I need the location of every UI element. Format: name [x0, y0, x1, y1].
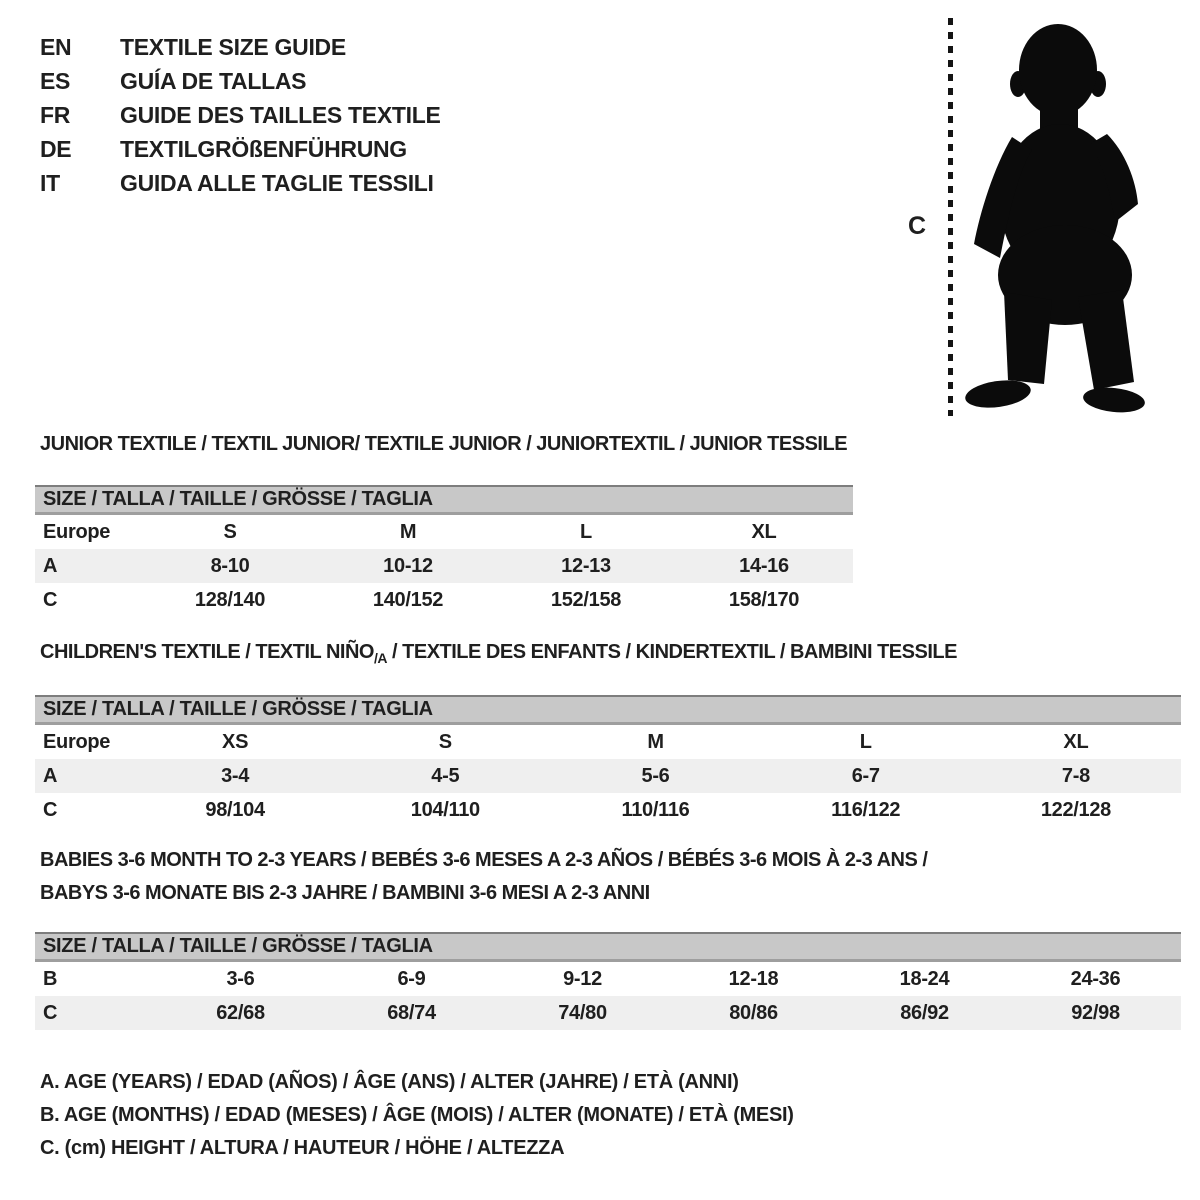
row-label: Europe: [43, 730, 111, 753]
guide-title: TEXTILE SIZE GUIDE: [120, 33, 346, 60]
children-title-subscript: /A: [373, 650, 387, 666]
table-cell: 158/170: [728, 588, 800, 611]
language-code: DE: [40, 135, 72, 162]
children-title-suffix: / TEXTILE DES ENFANTS / KINDERTEXTIL / BAMBINI TESSILE: [386, 641, 957, 663]
table-cell: 7-8: [1061, 764, 1090, 787]
row-label: C: [43, 588, 58, 611]
language-code: FR: [40, 101, 71, 128]
legend-line-b: B. AGE (MONTHS) / EDAD (MESES) / ÂGE (MOIS) / ALTER (MONATE) / ETÀ (MESI): [40, 1104, 794, 1126]
size-header-band: SIZE / TALLA / TAILLE / GRÖSSE / TAGLIA: [35, 485, 853, 515]
table-cell: 3-4: [221, 764, 250, 787]
row-label: A: [43, 554, 58, 577]
table-cell: 4-5: [431, 764, 460, 787]
baby-silhouette-icon: [962, 12, 1167, 417]
babies-size-table: [35, 932, 1181, 1030]
row-label: Europe: [43, 520, 111, 543]
guide-title: TEXTILGRÖßENFÜHRUNG: [120, 135, 407, 162]
height-measure-label: C: [908, 212, 926, 240]
children-title-prefix: CHILDREN'S TEXTILE / TEXTIL NIÑO: [40, 641, 374, 663]
junior-section-title: JUNIOR TEXTILE / TEXTIL JUNIOR/ TEXTILE JUNIOR / JUNIORTEXTIL / JUNIOR TESSILE: [40, 433, 848, 455]
table-row: [35, 996, 1181, 1030]
table-cell: 12-18: [728, 967, 779, 990]
table-cell: M: [647, 730, 664, 753]
table-cell: 24-36: [1070, 967, 1121, 990]
row-label: A: [43, 764, 58, 787]
guide-title: GUÍA DE TALLAS: [120, 67, 307, 94]
table-cell: 6-9: [397, 967, 426, 990]
table-cell: 3-6: [226, 967, 255, 990]
row-label: B: [43, 967, 58, 990]
table-cell: 9-12: [563, 967, 602, 990]
table-cell: 140/152: [372, 588, 444, 611]
junior-size-table: [35, 485, 853, 617]
size-header-band: SIZE / TALLA / TAILLE / GRÖSSE / TAGLIA: [35, 932, 1181, 962]
table-cell: 116/122: [831, 798, 901, 821]
guide-title: GUIDA ALLE TAGLIE TESSILI: [120, 169, 434, 196]
table-cell: M: [399, 520, 417, 543]
table-cell: 86/92: [900, 1001, 949, 1024]
legend-line-a: A. AGE (YEARS) / EDAD (AÑOS) / ÂGE (ANS) / ALTER (JAHRE) / ETÀ (ANNI): [40, 1071, 739, 1093]
language-row: [40, 30, 441, 64]
language-row: [40, 64, 441, 98]
table-cell: L: [859, 730, 872, 753]
language-code: IT: [40, 169, 60, 196]
table-row: [35, 725, 1181, 759]
table-cell: XL: [1063, 730, 1089, 753]
language-row: [40, 166, 441, 200]
table-cell: 12-13: [561, 554, 611, 577]
babies-section-title-line1: BABIES 3-6 MONTH TO 2-3 YEARS / BEBÉS 3-6 MESES A 2-3 AÑOS / BÉBÉS 3-6 MOIS À 2-3 ANS /: [40, 849, 928, 871]
table-cell: 68/74: [387, 1001, 436, 1024]
table-cell: 5-6: [641, 764, 670, 787]
table-cell: 92/98: [1071, 1001, 1120, 1024]
table-cell: 128/140: [194, 588, 266, 611]
table-row: [35, 962, 1181, 996]
table-row: [35, 583, 853, 617]
table-cell: 74/80: [558, 1001, 607, 1024]
language-header: [40, 30, 441, 200]
table-cell: 10-12: [383, 554, 433, 577]
table-cell: 152/158: [550, 588, 622, 611]
table-row: [35, 793, 1181, 827]
language-code: ES: [40, 67, 71, 94]
table-row: [35, 515, 853, 549]
table-cell: XL: [751, 520, 777, 543]
table-cell: 122/128: [1040, 798, 1112, 821]
legend-line-c: C. (cm) HEIGHT / ALTURA / HAUTEUR / HÖHE / ALTEZZA: [40, 1137, 565, 1159]
table-cell: 104/110: [410, 798, 480, 821]
babies-section-title-line2: BABYS 3-6 MONATE BIS 2-3 JAHRE / BAMBINI 3-6 MESI A 2-3 ANNI: [40, 882, 650, 904]
row-label: C: [43, 1001, 58, 1024]
table-cell: XS: [222, 730, 249, 753]
table-cell: 98/104: [205, 798, 265, 821]
language-row: [40, 132, 441, 166]
table-cell: 62/68: [216, 1001, 265, 1024]
table-cell: 8-10: [210, 554, 250, 577]
row-label: C: [43, 798, 58, 821]
table-cell: 18-24: [899, 967, 950, 990]
table-cell: L: [580, 520, 592, 543]
children-section-title: [40, 641, 957, 666]
table-cell: S: [223, 520, 237, 543]
table-cell: 6-7: [851, 764, 880, 787]
language-code: EN: [40, 33, 72, 60]
table-cell: 14-16: [739, 554, 789, 577]
measurement-legend: [40, 1066, 794, 1165]
size-header-band: SIZE / TALLA / TAILLE / GRÖSSE / TAGLIA: [35, 695, 1181, 725]
height-dashed-line: [948, 18, 953, 416]
table-cell: 80/86: [729, 1001, 778, 1024]
table-cell: S: [438, 730, 452, 753]
table-row: [35, 759, 1181, 793]
table-cell: 110/116: [621, 798, 690, 821]
language-row: [40, 98, 441, 132]
children-size-table: [35, 695, 1181, 827]
table-row: [35, 549, 853, 583]
guide-title: GUIDE DES TAILLES TEXTILE: [120, 101, 441, 128]
